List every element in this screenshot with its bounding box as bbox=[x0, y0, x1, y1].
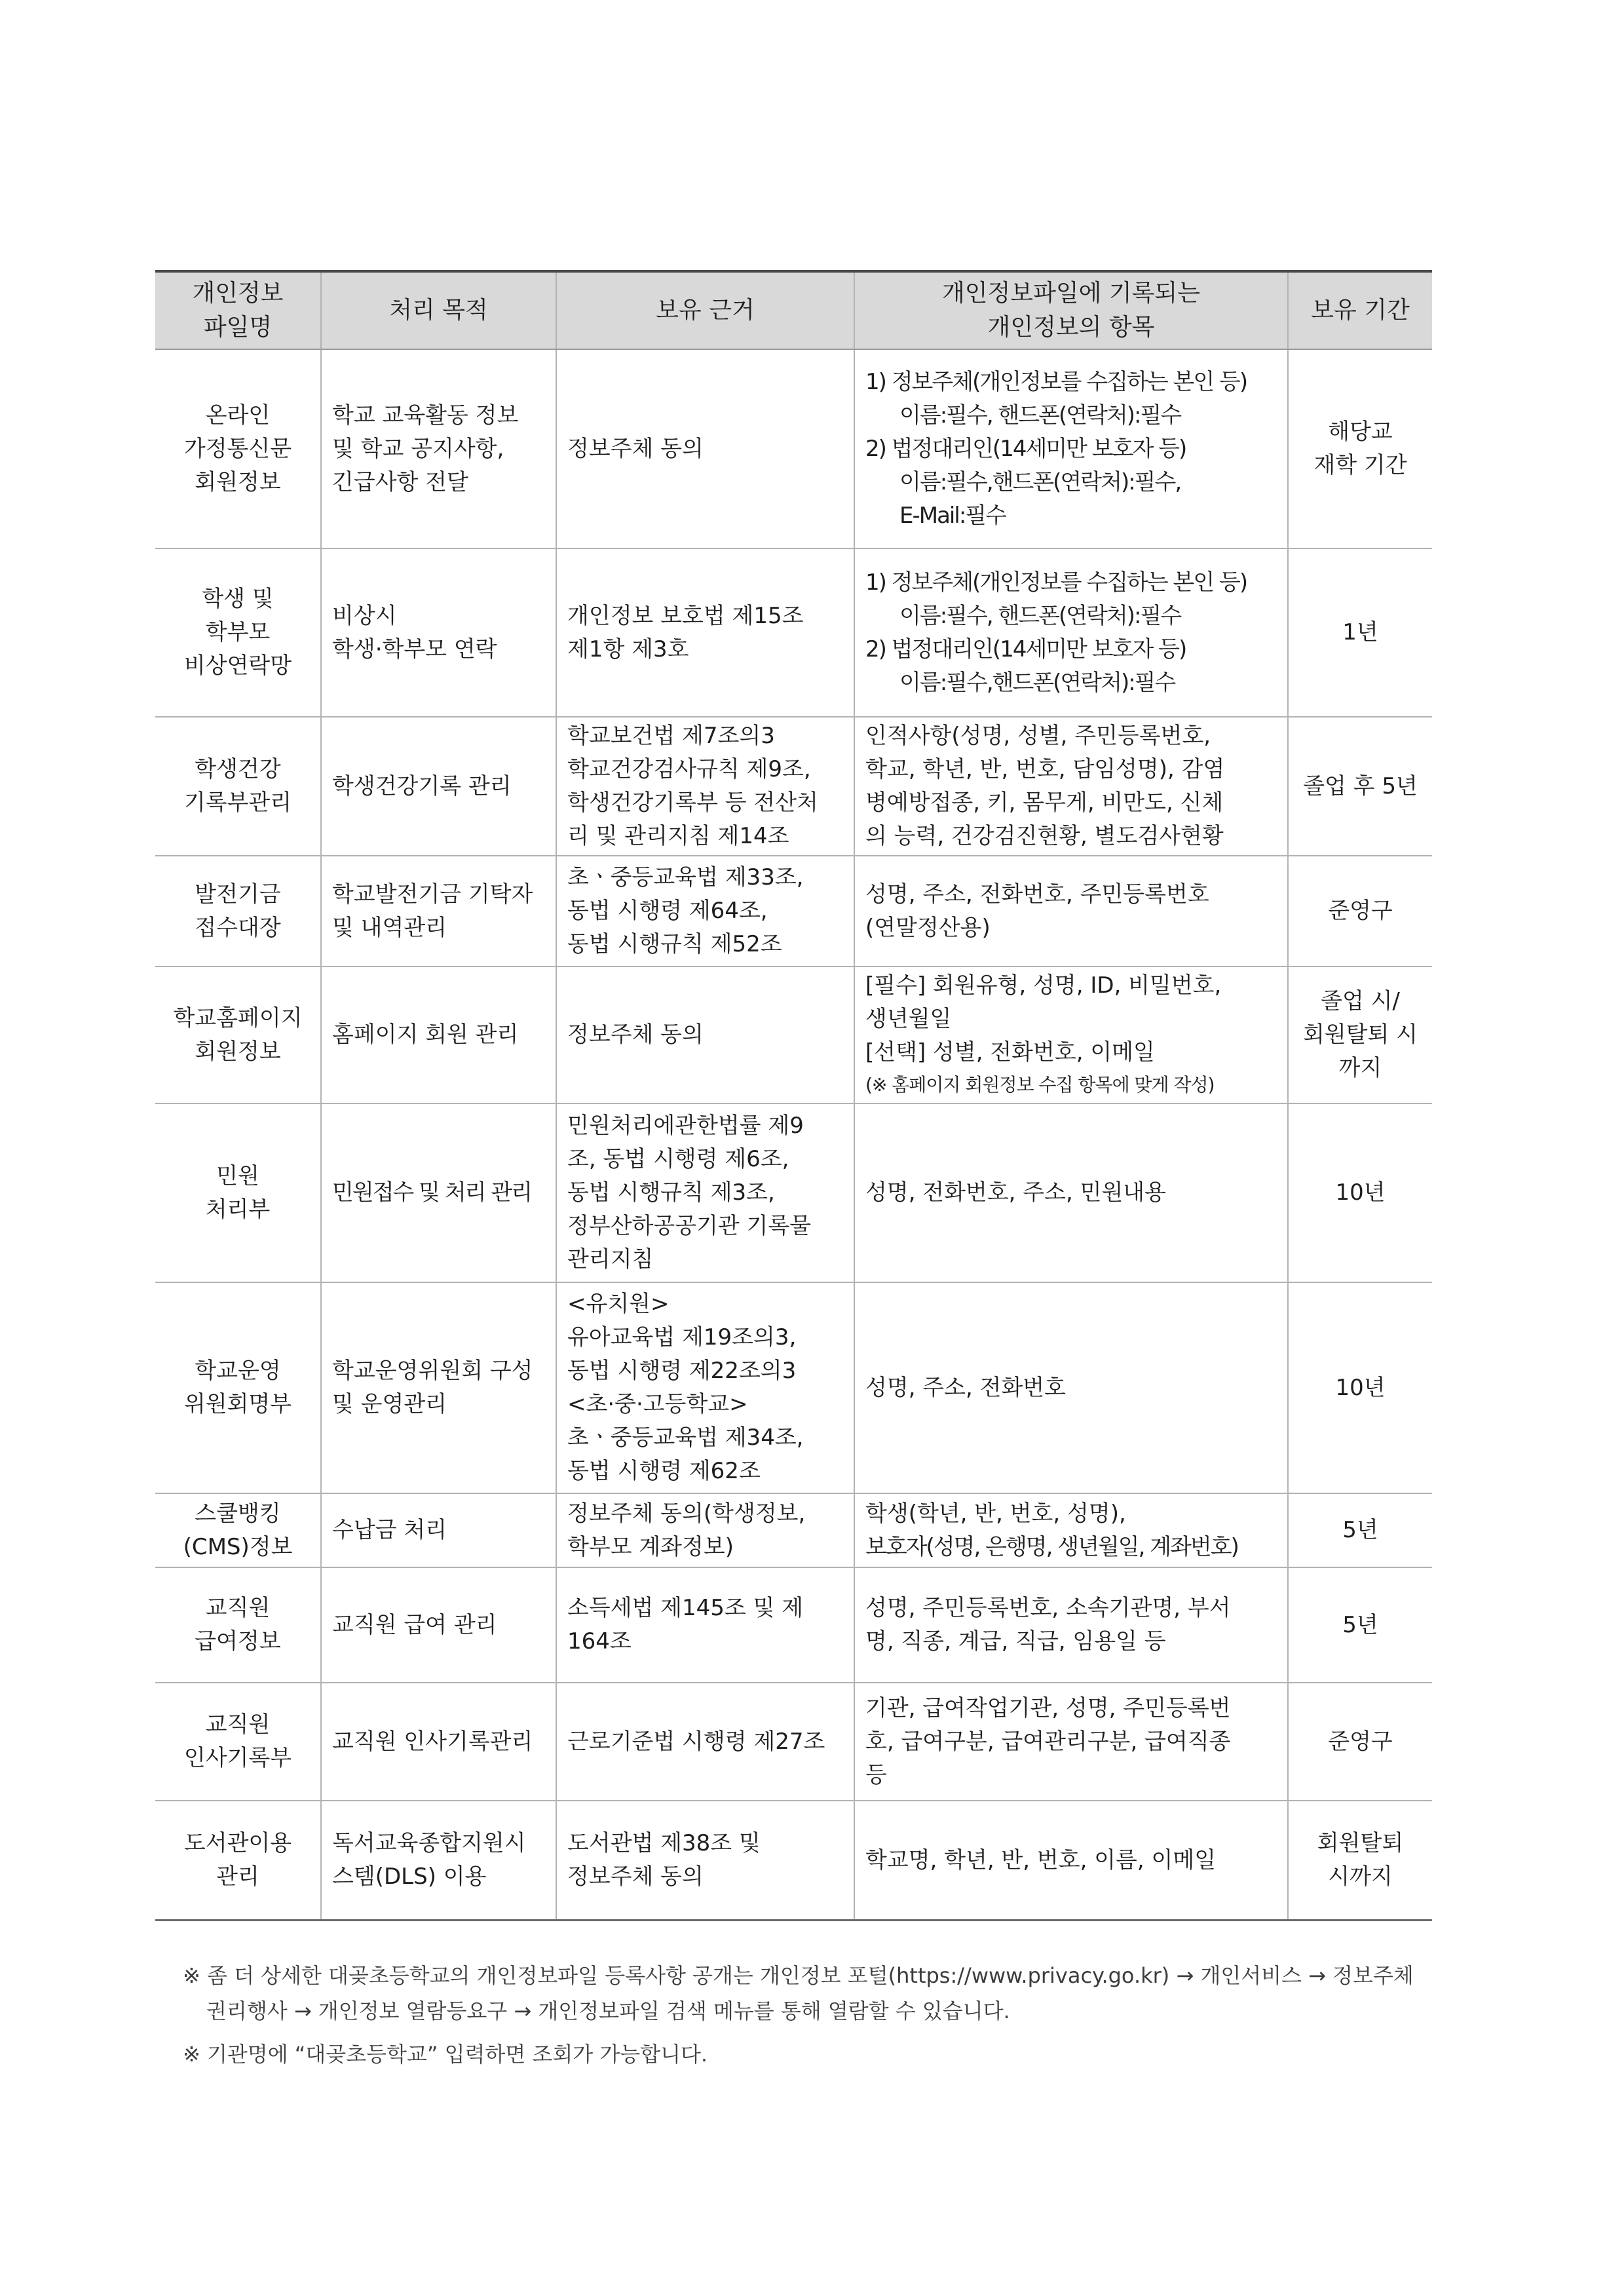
cell-purpose bbox=[322, 1104, 557, 1282]
info-item: 1) 정보주체(개인정보를 수집하는 본인 등) 이름:필수, 핸드폰(연락처):필수 bbox=[865, 368, 1247, 429]
purpose-text: 민원접수 및 처리 관리 bbox=[332, 1179, 532, 1206]
cell-retention-period bbox=[1289, 856, 1432, 966]
info-item: 학교명, 학년, 반, 번호, 이름, 이메일 bbox=[865, 1846, 1217, 1873]
cell-legal-basis bbox=[557, 1494, 855, 1567]
info-item: 성명, 주소, 전화번호 bbox=[865, 1374, 1066, 1401]
cell-retention-period bbox=[1289, 1801, 1432, 1919]
cell-legal-basis bbox=[557, 1104, 855, 1282]
retention-period-text: 준영구 bbox=[1328, 1728, 1393, 1755]
cell-legal-basis bbox=[557, 1283, 855, 1493]
cell-legal-basis bbox=[557, 1683, 855, 1800]
purpose-text: 홈페이지 회원 관리 bbox=[332, 1022, 519, 1048]
cell-purpose bbox=[322, 1283, 557, 1493]
retention-period-text: 준영구 bbox=[1328, 898, 1393, 924]
retention-period-text: 졸업 시/ 회원탈퇴 시 까지 bbox=[1302, 988, 1418, 1081]
legal-basis-text: 도서관법 제38조 및 정보주체 동의 bbox=[567, 1830, 761, 1890]
table-row bbox=[155, 856, 1432, 967]
retention-period-text: 해당교 재학 기간 bbox=[1313, 419, 1407, 478]
info-item: 보호자(성명, 은행명, 생년월일, 계좌번호) bbox=[865, 1533, 1238, 1560]
header-legal-basis bbox=[557, 273, 855, 349]
info-item: 2) 법정대리인(14세미만 보호자 등) 이름:필수,핸드폰(연락처):필수, E-Mail:필수 bbox=[865, 435, 1186, 529]
cell-file-name bbox=[155, 1683, 322, 1800]
privacy-file-table bbox=[155, 270, 1432, 1921]
cell-info-items bbox=[855, 549, 1289, 716]
info-item-note: (※ 홈페이지 회원정보 수집 항목에 맞게 작성) bbox=[865, 1074, 1215, 1096]
cell-info-items bbox=[855, 1801, 1289, 1919]
cell-file-name bbox=[155, 350, 322, 548]
purpose-text: 학교운영위원회 구성 및 운영관리 bbox=[332, 1358, 533, 1417]
retention-period-text: 10년 bbox=[1335, 1179, 1386, 1206]
purpose-text: 학생건강기록 관리 bbox=[332, 773, 512, 799]
file-name-text: 민원 처리부 bbox=[205, 1162, 271, 1223]
table-row bbox=[155, 1104, 1432, 1283]
cell-purpose bbox=[322, 1683, 557, 1800]
legal-basis-text: 정보주체 동의 bbox=[567, 435, 704, 462]
cell-info-items bbox=[855, 718, 1289, 855]
footnotes bbox=[183, 1958, 1572, 2072]
cell-info-items bbox=[855, 1494, 1289, 1567]
cell-purpose bbox=[322, 1801, 557, 1919]
table-row bbox=[155, 1683, 1432, 1801]
table-row bbox=[155, 1801, 1432, 1919]
table-row bbox=[155, 1283, 1432, 1494]
cell-retention-period bbox=[1289, 1283, 1432, 1493]
cell-purpose bbox=[322, 350, 557, 548]
purpose-text: 교직원 급여 관리 bbox=[332, 1611, 497, 1638]
purpose-text: 독서교육종합지원시 스템(DLS) 이용 bbox=[332, 1830, 526, 1890]
cell-retention-period bbox=[1289, 350, 1432, 548]
cell-retention-period bbox=[1289, 967, 1432, 1103]
header-info-items-text: 개인정보파일에 기록되는 개인정보의 항목 bbox=[942, 280, 1200, 341]
header-purpose bbox=[322, 273, 557, 349]
table-row bbox=[155, 967, 1432, 1104]
info-item: 학생(학년, 반, 번호, 성명), bbox=[865, 1500, 1126, 1527]
retention-period-text: 5년 bbox=[1342, 1611, 1378, 1638]
legal-basis-text: 근로기준법 시행령 제27조 bbox=[567, 1728, 825, 1755]
cell-legal-basis bbox=[557, 718, 855, 855]
cell-file-name bbox=[155, 967, 322, 1103]
retention-period-text: 졸업 후 5년 bbox=[1303, 773, 1418, 799]
cell-retention-period bbox=[1289, 1683, 1432, 1800]
cell-info-items bbox=[855, 856, 1289, 966]
header-file-name-text: 개인정보 파일명 bbox=[192, 280, 284, 341]
cell-file-name bbox=[155, 856, 322, 966]
table-row bbox=[155, 549, 1432, 718]
cell-legal-basis bbox=[557, 856, 855, 966]
legal-basis-text: 개인정보 보호법 제15조 제1항 제3호 bbox=[567, 602, 804, 662]
cell-info-items bbox=[855, 1683, 1289, 1800]
retention-period-text: 5년 bbox=[1342, 1517, 1378, 1543]
table-row bbox=[155, 1568, 1432, 1683]
legal-basis-text: <유치원> 유아교육법 제19조의3, 동법 시행령 제22조의3 <초·중·고등학교> 초ㆍ중등교육법 제34조, 동법 시행령 제62조 bbox=[567, 1291, 804, 1484]
cell-file-name bbox=[155, 549, 322, 716]
header-info-items bbox=[855, 273, 1289, 349]
table-row bbox=[155, 1494, 1432, 1568]
info-item: 성명, 주소, 전화번호, 주민등록번호 (연말정산용) bbox=[865, 881, 1209, 941]
file-name-text: 발전기금 접수대장 bbox=[195, 881, 281, 941]
cell-info-items bbox=[855, 350, 1289, 548]
header-retention-period bbox=[1289, 273, 1432, 349]
cell-retention-period bbox=[1289, 1494, 1432, 1567]
table-row bbox=[155, 718, 1432, 856]
cell-purpose bbox=[322, 718, 557, 855]
info-item: 1) 정보주체(개인정보를 수집하는 본인 등) 이름:필수, 핸드폰(연락처):필수 bbox=[865, 569, 1247, 629]
cell-file-name bbox=[155, 718, 322, 855]
cell-file-name bbox=[155, 1104, 322, 1282]
cell-legal-basis bbox=[557, 1568, 855, 1682]
info-item: 성명, 전화번호, 주소, 민원내용 bbox=[865, 1179, 1166, 1206]
cell-legal-basis bbox=[557, 549, 855, 716]
purpose-text: 수납금 처리 bbox=[332, 1517, 447, 1543]
legal-basis-text: 정보주체 동의 bbox=[567, 1022, 704, 1048]
retention-period-text: 1년 bbox=[1342, 619, 1378, 645]
purpose-text: 교직원 인사기록관리 bbox=[332, 1728, 533, 1755]
header-file-name bbox=[155, 273, 322, 349]
file-name-text: 스쿨뱅킹 (CMS)정보 bbox=[183, 1500, 293, 1560]
cell-retention-period bbox=[1289, 549, 1432, 716]
cell-file-name bbox=[155, 1801, 322, 1919]
legal-basis-text: 초ㆍ중등교육법 제33조, 동법 시행령 제64조, 동법 시행규칙 제52조 bbox=[567, 864, 804, 957]
purpose-text: 학교발전기금 기탁자 및 내역관리 bbox=[332, 881, 533, 941]
info-item: 인적사항(성명, 성별, 주민등록번호, 학교, 학년, 반, 번호, 담임성명), 감염 병예방접종, 키, 몸무게, 비만도, 신체 의 능력, 건강검진현황, 별도검사현황 bbox=[865, 723, 1225, 849]
legal-basis-text: 정보주체 동의(학생정보, 학부모 계좌정보) bbox=[567, 1500, 806, 1560]
cell-info-items bbox=[855, 1568, 1289, 1682]
cell-retention-period bbox=[1289, 1568, 1432, 1682]
cell-info-items bbox=[855, 1104, 1289, 1282]
info-item: 기관, 급여작업기관, 성명, 주민등록번 호, 급여구분, 급여관리구분, 급여직종 등 bbox=[865, 1694, 1231, 1788]
file-name-text: 온라인 가정통신문 회원정보 bbox=[183, 402, 292, 495]
purpose-text: 학교 교육활동 정보 및 학교 공지사항, 긴급사항 전달 bbox=[332, 402, 519, 495]
retention-period-text: 회원탈퇴 시까지 bbox=[1317, 1830, 1404, 1890]
cell-purpose bbox=[322, 967, 557, 1103]
file-name-text: 학생건강 기록부관리 bbox=[183, 756, 292, 816]
cell-purpose bbox=[322, 1568, 557, 1682]
cell-file-name bbox=[155, 1568, 322, 1682]
legal-basis-text: 학교보건법 제7조의3 학교건강검사규칙 제9조, 학생건강기록부 등 전산처 리 및 관리지침 제14조 bbox=[567, 723, 818, 849]
cell-file-name bbox=[155, 1494, 322, 1567]
file-name-text: 학교운영 위원회명부 bbox=[183, 1358, 292, 1417]
info-item: 성명, 주민등록번호, 소속기관명, 부서 명, 직종, 계급, 직급, 임용일 등 bbox=[865, 1595, 1231, 1655]
table-header-row bbox=[155, 273, 1432, 350]
file-name-text: 학생 및 학부모 비상연락망 bbox=[183, 586, 292, 679]
file-name-text: 교직원 급여정보 bbox=[195, 1595, 281, 1655]
cell-legal-basis bbox=[557, 967, 855, 1103]
info-item: [필수] 회원유형, 성명, ID, 비밀번호, 생년월일 [선택] 성별, 전화번호, 이메일 bbox=[865, 972, 1222, 1065]
footnote-portal-guide: ※ 좀 더 상세한 대곶초등학교의 개인정보파일 등록사항 공개는 개인정보 포털(https://www.privacy.go.kr) → 개인서비스 → 정보주체 권리행사 → 개인정보 열람등요구 → 개인정보파일 검색 메뉴를 통해 열람할 수 있습니다. bbox=[183, 1963, 1414, 2023]
purpose-text: 비상시 학생·학부모 연락 bbox=[332, 602, 497, 662]
cell-legal-basis bbox=[557, 350, 855, 548]
cell-purpose bbox=[322, 1494, 557, 1567]
legal-basis-text: 민원처리에관한법률 제9 조, 동법 시행령 제6조, 동법 시행규칙 제3조, 정부산하공공기관 기록물 관리지침 bbox=[567, 1113, 812, 1272]
cell-retention-period bbox=[1289, 718, 1432, 855]
info-item: 2) 법정대리인(14세미만 보호자 등) 이름:필수,핸드폰(연락처):필수 bbox=[865, 636, 1186, 696]
cell-purpose bbox=[322, 549, 557, 716]
retention-period-text: 10년 bbox=[1335, 1374, 1386, 1401]
cell-retention-period bbox=[1289, 1104, 1432, 1282]
file-name-text: 도서관이용 관리 bbox=[183, 1830, 292, 1890]
file-name-text: 학교홈페이지 회원정보 bbox=[173, 1004, 303, 1065]
header-legal-basis-text: 보유 근거 bbox=[656, 297, 755, 324]
cell-file-name bbox=[155, 1283, 322, 1493]
footnote-search-tip: ※ 기관명에 “대곶초등학교” 입력하면 조회가 가능합니다. bbox=[183, 2042, 708, 2067]
header-retention-period-text: 보유 기간 bbox=[1311, 297, 1410, 324]
cell-purpose bbox=[322, 856, 557, 966]
cell-legal-basis bbox=[557, 1801, 855, 1919]
table-row bbox=[155, 350, 1432, 549]
file-name-text: 교직원 인사기록부 bbox=[183, 1712, 292, 1771]
cell-info-items bbox=[855, 967, 1289, 1103]
legal-basis-text: 소득세법 제145조 및 제 164조 bbox=[567, 1595, 804, 1655]
cell-info-items bbox=[855, 1283, 1289, 1493]
header-purpose-text: 처리 목적 bbox=[389, 297, 488, 324]
